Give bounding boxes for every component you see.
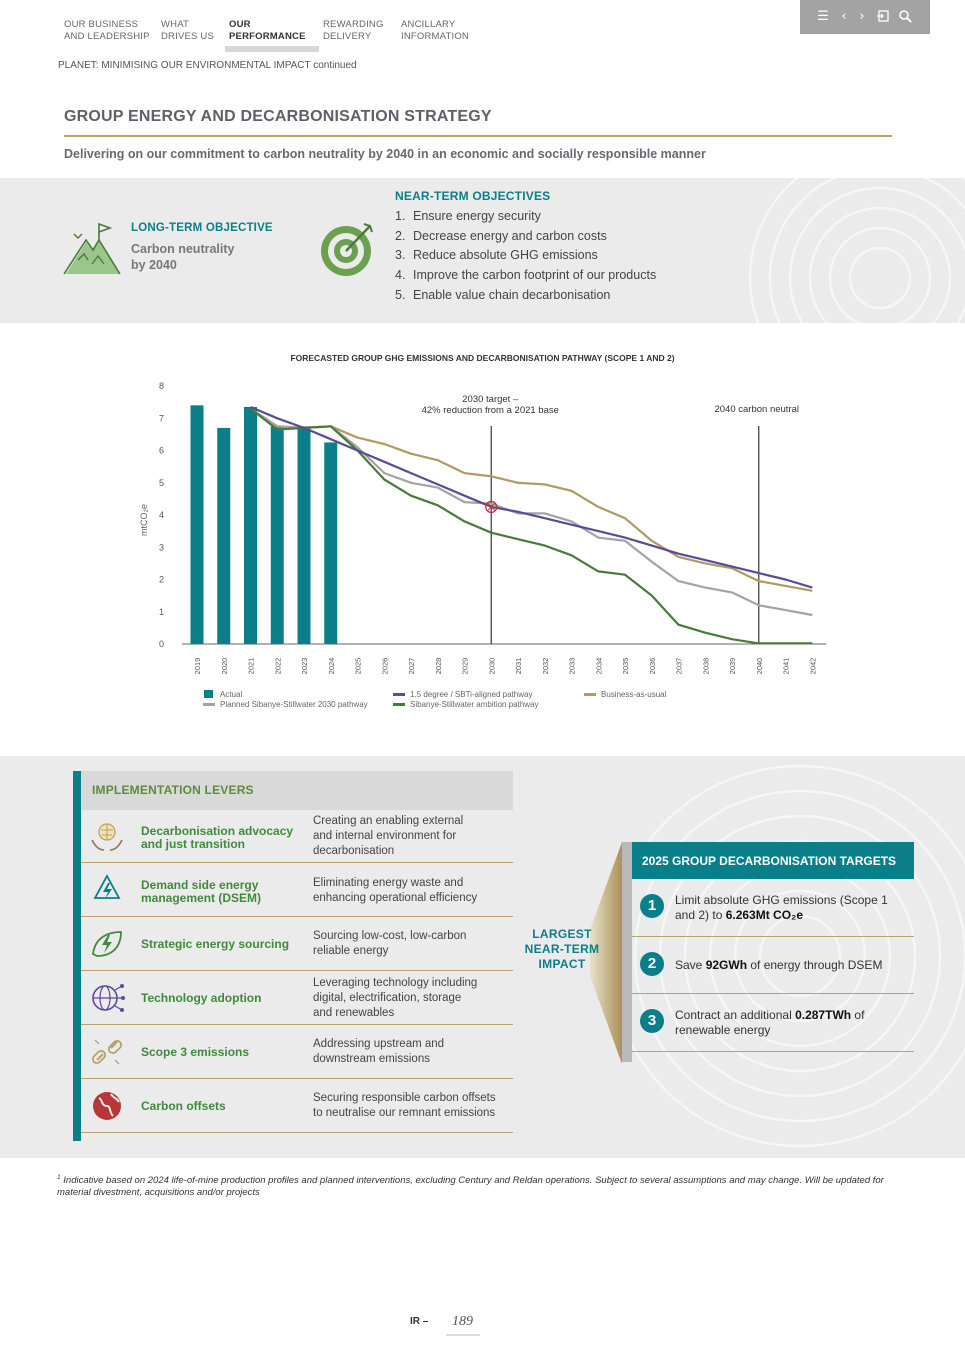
- lever-description: [313, 1091, 513, 1121]
- list-text: Reduce absolute GHG emissions: [413, 248, 598, 263]
- list-text: Enable value chain decarbonisation: [413, 287, 611, 302]
- target-text-part: Contract an additional: [675, 1008, 796, 1022]
- target-number-badge: 2: [640, 952, 664, 976]
- menu-icon[interactable]: ☰: [817, 9, 829, 24]
- x-tick-label: 2042: [808, 657, 818, 675]
- long-term-objective-label: LONG-TERM OBJECTIVE: [131, 222, 273, 234]
- footnote: [57, 1172, 917, 1199]
- page-subtitle: Delivering on our commitment to carbon neutrality by 2040 in an economic and socially responsible manner: [64, 147, 706, 161]
- impact-line: IMPACT: [538, 957, 586, 971]
- list-text: Decrease energy and carbon costs: [413, 228, 607, 243]
- lever-name-line: and just transition: [141, 837, 246, 851]
- footnote-mark: 1: [57, 1174, 61, 1181]
- recycle-bolt-icon: [89, 872, 125, 908]
- page-title: GROUP ENERGY AND DECARBONISATION STRATEGY: [64, 108, 492, 125]
- nav-line: OUR: [229, 19, 251, 30]
- nav-line: DRIVES US: [161, 31, 215, 42]
- leaf-bolt-icon: [89, 926, 125, 962]
- x-tick-label: 2028: [433, 657, 443, 675]
- levers-header: [81, 771, 513, 810]
- legend-ambition-swatch: [393, 703, 405, 706]
- lever-desc-line: downstream emissions: [313, 1053, 430, 1065]
- chart-title: FORECASTED GROUP GHG EMISSIONS AND DECARBONISATION PATHWAY (SCOPE 1 AND 2): [290, 353, 675, 363]
- levers-header-label: IMPLEMENTATION LEVERS: [92, 783, 254, 797]
- lever-desc-line: Addressing upstream and: [313, 1038, 445, 1050]
- lever-desc-line: Eliminating energy waste and: [313, 877, 464, 889]
- y-tick-label: 6: [158, 445, 164, 456]
- nav-active-indicator: [225, 46, 319, 52]
- nav-line: OUR BUSINESS: [64, 19, 139, 30]
- x-tick-label: 2040: [754, 657, 764, 675]
- lever-name: [141, 1046, 311, 1059]
- x-tick-label: 2030: [487, 657, 497, 675]
- y-axis-label: mtCO₂e: [139, 504, 149, 536]
- target-text-part: Save: [675, 958, 706, 972]
- lever-desc-line: Leveraging technology including: [313, 977, 478, 989]
- globe-icon: [89, 1088, 125, 1124]
- target-text: [675, 893, 905, 923]
- list-item: [395, 266, 656, 286]
- x-tick-label: 2041: [781, 657, 791, 675]
- long-term-objective-line: Carbon neutrality: [131, 242, 235, 256]
- y-tick-label: 4: [158, 510, 164, 520]
- lever-desc-line: reliable energy: [313, 945, 389, 957]
- targets-header: [632, 842, 914, 879]
- x-tick-label: 2035: [621, 657, 630, 675]
- x-tick-label: 2026: [380, 657, 390, 675]
- legend-actual-label: Actual: [220, 690, 243, 699]
- target-row: [632, 995, 914, 1052]
- y-tick-label: 2: [158, 574, 164, 585]
- lever-row: [81, 918, 513, 971]
- y-tick-label: 1: [158, 606, 164, 617]
- legend-actual-swatch: [204, 690, 213, 698]
- near-term-objectives-list: [395, 207, 656, 306]
- x-tick-label: 2020: [219, 657, 229, 675]
- lever-name-line: management (DSEM): [141, 891, 262, 905]
- target-number-badge: 1: [640, 894, 664, 918]
- nav-rewarding-delivery[interactable]: [323, 19, 384, 43]
- x-tick-label: 2038: [701, 657, 711, 675]
- largest-impact-label: [520, 927, 604, 972]
- lever-description: [313, 876, 513, 906]
- near-term-objectives-label: NEAR-TERM OBJECTIVES: [395, 189, 551, 203]
- lever-row: [81, 972, 513, 1025]
- bar-actual: [191, 405, 204, 644]
- lever-name: [141, 879, 311, 905]
- nav-ancillary-information[interactable]: [401, 19, 469, 43]
- bar-actual: [271, 426, 284, 644]
- legend-bau-swatch: [584, 693, 596, 696]
- x-tick-label: 2037: [674, 657, 684, 675]
- lever-description: [313, 976, 513, 1021]
- x-tick-label: 2023: [300, 657, 309, 675]
- report-label: IR –: [410, 1316, 429, 1327]
- list-item: [395, 227, 656, 247]
- bar-actual: [324, 442, 337, 644]
- lever-desc-line: and internal environment for: [313, 830, 457, 842]
- footnote-text: Indicative based on 2024 life-of-mine production profiles and planned interventions, excluding Century and Reldan operations. Subject to several assumptions and may change. Will be updated for material divestment, acquisitions and/or projects: [57, 1175, 884, 1199]
- lever-description: [313, 814, 513, 859]
- legend-planned-2030-label: Planned Sibanye-Stillwater 2030 pathway: [220, 700, 368, 709]
- x-tick-label: 2024: [326, 657, 336, 675]
- lever-row: [81, 864, 513, 917]
- mountain-flag-icon: [62, 220, 122, 276]
- impact-line: LARGEST: [532, 927, 592, 941]
- lever-name-line: Decarbonisation advocacy: [141, 824, 294, 838]
- list-item: [395, 246, 656, 266]
- list-number: 1.: [395, 209, 406, 223]
- target-icon: [318, 220, 378, 278]
- x-tick-label: 2019: [193, 657, 202, 675]
- lever-desc-line: digital, electrification, storage: [313, 992, 462, 1004]
- legend-planned-2030-swatch: [203, 703, 215, 706]
- emissions-chart: [0, 370, 965, 720]
- target-number-badge: 3: [640, 1009, 664, 1033]
- lever-desc-line: and renewables: [313, 1007, 395, 1019]
- lever-desc-line: enhancing operational efficiency: [313, 892, 478, 904]
- y-tick-label: 5: [158, 477, 164, 488]
- target-text: [675, 958, 905, 973]
- list-item: [395, 207, 656, 227]
- x-tick-label: 2032: [540, 657, 550, 675]
- x-tick-label: 2031: [514, 657, 523, 675]
- lever-name-line: Technology adoption: [141, 991, 262, 1005]
- nav-our-performance[interactable]: [229, 19, 306, 43]
- list-number: 5.: [395, 287, 406, 302]
- targets-header-label: 2025 GROUP DECARBONISATION TARGETS: [642, 854, 897, 868]
- lever-desc-line: decarbonisation: [313, 845, 395, 857]
- lever-name-line: Carbon offsets: [141, 1099, 226, 1113]
- lever-name: [141, 938, 311, 951]
- back-icon[interactable]: [876, 9, 890, 25]
- target-value: 0.287TWh: [795, 1008, 852, 1022]
- x-tick-label: 2025: [353, 657, 363, 675]
- x-tick-label: 2021: [246, 657, 256, 675]
- bar-actual: [244, 407, 257, 644]
- lever-description: [313, 1037, 513, 1067]
- lever-name: [141, 992, 311, 1005]
- targets-side-bar: [622, 842, 632, 1062]
- nav-line: REWARDING: [323, 19, 384, 30]
- toolbar: [800, 0, 930, 34]
- nav-line: PERFORMANCE: [229, 31, 306, 42]
- legend-bau-label: Business-as-usual: [601, 690, 667, 699]
- target-row: [632, 879, 914, 937]
- lever-desc-line: Creating an enabling external: [313, 815, 464, 827]
- nav-line: WHAT: [161, 19, 190, 30]
- x-tick-label: 2036: [647, 657, 657, 675]
- x-tick-label: 2022: [273, 657, 283, 675]
- target-text-part: of renewable energy: [675, 1008, 865, 1037]
- list-text: Improve the carbon footprint of our products: [413, 268, 657, 283]
- x-tick-label: 2039: [728, 657, 737, 675]
- nav-what-drives-us[interactable]: [161, 19, 214, 43]
- levers-accent-bar: [73, 771, 81, 1141]
- x-tick-label: 2029: [460, 657, 470, 675]
- target-value: 6.263Mt CO₂e: [725, 908, 804, 922]
- x-tick-label: 2027: [407, 657, 416, 675]
- search-icon[interactable]: [898, 9, 912, 25]
- target-text-part: Limit absolute GHG emissions (Scope 1 and 2) to: [675, 893, 888, 922]
- lever-description: [313, 929, 513, 959]
- legend-sbti-label: 1.5 degree / SBTi-aligned pathway: [410, 690, 533, 699]
- lever-desc-line: to neutralise our remnant emissions: [313, 1107, 496, 1119]
- x-tick-label: 2034: [594, 657, 604, 675]
- bar-actual: [298, 426, 311, 644]
- globe-network-icon: [89, 980, 125, 1016]
- lever-row: [81, 810, 513, 863]
- hands-brain-icon: [89, 818, 125, 854]
- page-number-underline: [446, 1334, 480, 1336]
- lever-name: [141, 1100, 311, 1113]
- annotation-2030-line1: 2030 target –: [462, 394, 519, 405]
- nav-line: ANCILLARY: [401, 19, 456, 30]
- list-item: [395, 286, 656, 306]
- nav-our-business[interactable]: [64, 19, 150, 43]
- target-row: [632, 938, 914, 994]
- bar-actual: [217, 428, 230, 644]
- lever-name: [141, 825, 311, 851]
- nav-line: AND LEADERSHIP: [64, 31, 150, 42]
- nav-line: DELIVERY: [323, 31, 372, 42]
- lever-desc-line: Securing responsible carbon offsets: [313, 1092, 496, 1104]
- y-tick-label: 3: [158, 542, 164, 553]
- target-text: [675, 1008, 905, 1038]
- x-tick-label: 2033: [567, 657, 577, 675]
- lever-name-line: Demand side energy: [141, 878, 259, 892]
- page-number: 189: [452, 1314, 473, 1329]
- y-tick-label: 7: [158, 413, 164, 424]
- list-number: 4.: [395, 268, 406, 283]
- list-number: 2.: [395, 228, 406, 243]
- y-tick-label: 0: [158, 639, 164, 649]
- lever-name-line: Scope 3 emissions: [141, 1045, 250, 1059]
- long-term-objective-value: [131, 241, 261, 273]
- target-value: 92GWh: [705, 958, 748, 972]
- target-text-part: of energy through DSEM: [747, 958, 883, 972]
- lever-desc-line: Sourcing low-cost, low-carbon: [313, 930, 467, 942]
- legend-sbti-swatch: [393, 693, 405, 696]
- legend-ambition-label: Sibanye-Stillwater ambition pathway: [410, 700, 539, 709]
- annotation-2030-line2: 42% reduction from a 2021 base: [421, 405, 559, 416]
- next-icon[interactable]: ›: [859, 9, 865, 24]
- impact-line: NEAR-TERM: [524, 942, 600, 956]
- lever-row: [81, 1080, 513, 1133]
- y-tick-label: 8: [158, 381, 164, 391]
- list-text: Ensure energy security: [413, 209, 541, 223]
- lever-row: [81, 1026, 513, 1079]
- chain-link-icon: [89, 1034, 125, 1070]
- long-term-objective-line: by 2040: [131, 258, 177, 272]
- annotation-2040: 2040 carbon neutral: [714, 404, 800, 415]
- list-number: 3.: [395, 248, 406, 263]
- section-label: PLANET: MINIMISING OUR ENVIRONMENTAL IMPACT continued: [58, 60, 357, 71]
- lever-name-line: Strategic energy sourcing: [141, 937, 290, 951]
- nav-line: INFORMATION: [401, 31, 469, 42]
- title-divider: [64, 135, 892, 137]
- previous-icon[interactable]: ‹: [841, 9, 847, 24]
